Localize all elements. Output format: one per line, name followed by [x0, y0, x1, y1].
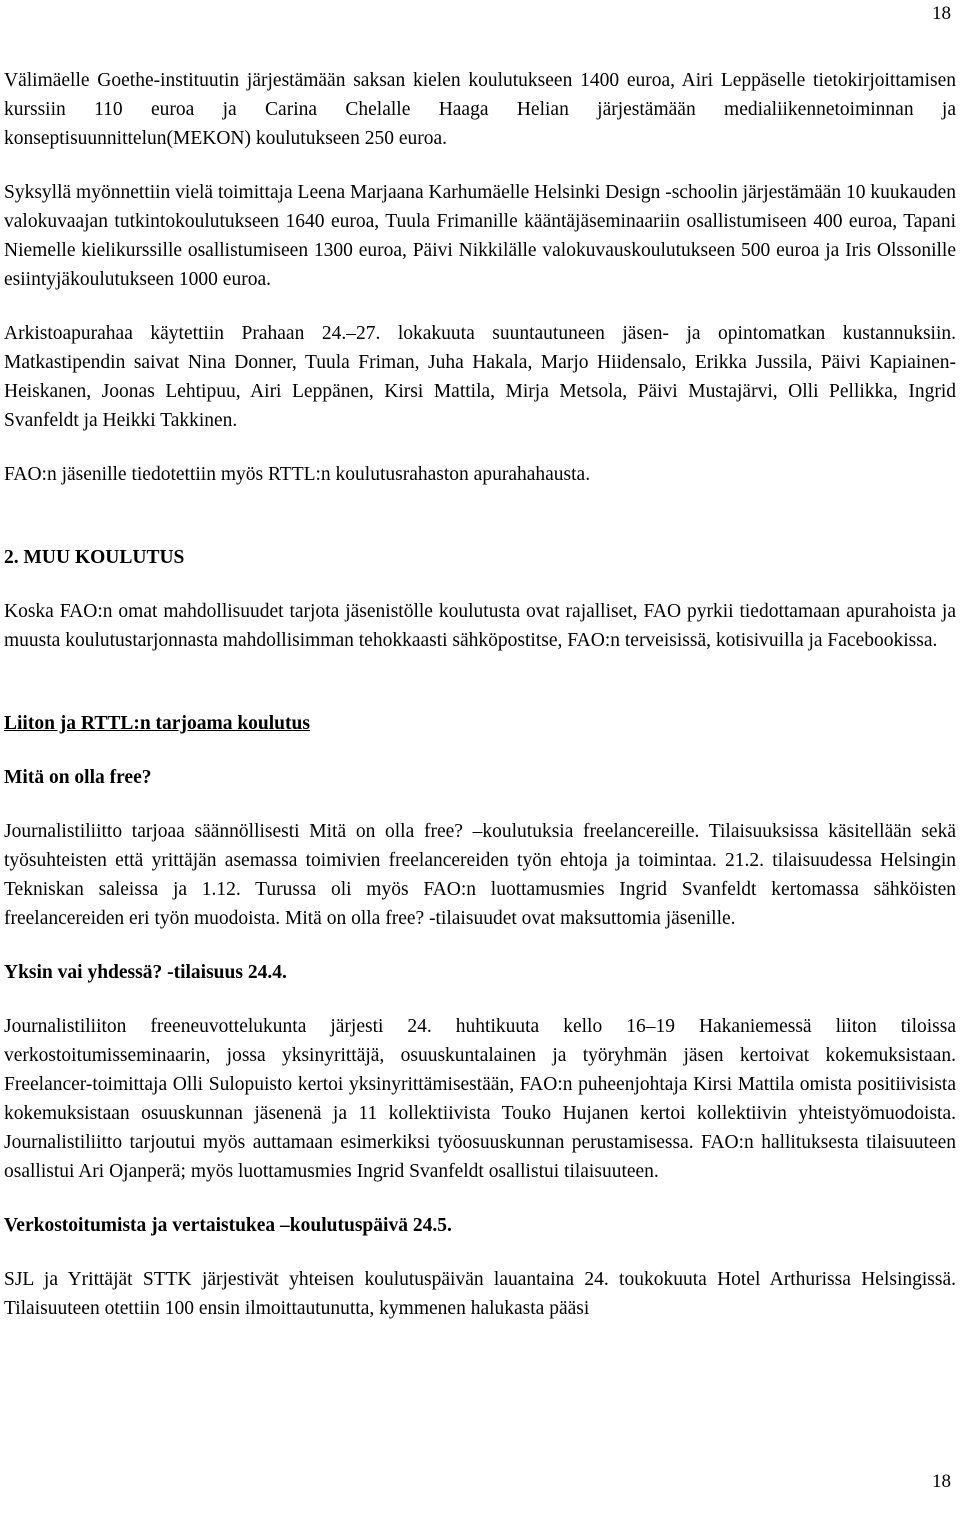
- page-number-bottom: 18: [932, 1471, 951, 1492]
- document-body: [4, 66, 956, 1323]
- paragraph-archive-grant: Arkistoapurahaa käytettiin Prahaan 24.–27. lokakuuta suuntautuneen jäsen- ja opintomatkan kustannuksiin. Matkastipendin saivat Nina Donner, Tuula Friman, Juha Hakala, Marjo Hiidensalo, Erikka Jussila, Päivi Kapiainen-Heiskanen, Joonas Lehtipuu, Airi Leppänen, Kirsi Mattila, Mirja Metsola, Päivi Mustajärvi, Olli Pellikka, Ingrid Svanfeldt ja Heikki Takkinen.: [4, 323, 956, 431]
- heading-yksin-vai-yhdessa: Yksin vai yhdessä? -tilaisuus 24.4.: [4, 962, 287, 983]
- paragraph-other-training: Koska FAO:n omat mahdollisuudet tarjota jäsenistölle koulutusta ovat rajalliset, FAO pyrkii tiedottamaan apurahoista ja muusta koulutustarjonnasta mahdollisimman tehokkaasti sähköpostitse, FAO:n terveisissä, kotisivuilla ja Facebookissa.: [4, 601, 956, 651]
- heading-verkostoitumista: Verkostoitumista ja vertaistukea –koulutuspäivä 24.5.: [4, 1215, 452, 1236]
- paragraph-autumn-grants: Syksyllä myönnettiin vielä toimittaja Leena Marjaana Karhumäelle Helsinki Design -schoolin järjestämään 10 kuukauden valokuvaajan tutkintokoulutukseen 1640 euroa, Tuula Frimanille kääntäjäseminaariin osallistumiseen 400 euroa, Tapani Niemelle kielikurssille osallistumiseen 1300 euroa, Päivi Nikkilälle valokuvauskoulutukseen 500 euroa ja Iris Olssonille esiintyjäkoulutukseen 1000 euroa.: [4, 182, 956, 290]
- paragraph-grants-continued: Välimäelle Goethe-instituutin järjestämään saksan kielen koulutukseen 1400 euroa, Airi Leppäselle tietokirjoittamisen kurssiin 110 euroa ja Carina Chelalle Haaga Helian järjestämään medialiikennetoiminnan ja konseptisuunnittelun(MEKON) koulutukseen 250 euroa.: [4, 70, 956, 149]
- heading-mita-on-olla-free: Mitä on olla free?: [4, 767, 152, 788]
- subsection-heading-liiton-koulutus: Liiton ja RTTL:n tarjoama koulutus: [4, 713, 310, 734]
- section-heading-muu-koulutus: 2. MUU KOULUTUS: [4, 547, 185, 568]
- paragraph-rttl-fund: FAO:n jäsenille tiedotettiin myös RTTL:n koulutusrahaston apurahahausta.: [4, 464, 591, 485]
- page-number-top: 18: [932, 3, 951, 24]
- paragraph-mita-on-olla-free: Journalistiliitto tarjoaa säännöllisesti Mitä on olla free? –koulutuksia freelancereille. Tilaisuuksissa käsitellään sekä työsuhteisten että yrittäjän asemassa toimivien freelancereiden työn ehtoja ja toimintaa. 21.2. tilaisuudessa Helsingin Tekniskan saleissa ja 1.12. Turussa oli myös FAO:n luottamusmies Ingrid Svanfeldt kertomassa sähköisten freelancereiden eri työn muodoista. Mitä on olla free? -tilaisuudet ovat maksuttomia jäsenille.: [4, 821, 956, 929]
- paragraph-yksin-vai-yhdessa: Journalistiliiton freeneuvottelukunta järjesti 24. huhtikuuta kello 16–19 Hakaniemessä liiton tiloissa verkostoitumisseminaarin, jossa yksinyrittäjä, osuuskuntalainen ja työryhmän jäsen kertoivat kokemuksistaan. Freelancer-toimittaja Olli Sulopuisto kertoi yksinyrittämisestään, FAO:n puheenjohtaja Kirsi Mattila omista positiivisista kokemuksistaan osuuskunnan jäsenenä ja 11 kollektiivista Touko Hujanen kertoi kollektiivin yhteistyömuodoista. Journalistiliitto tarjoutui myös auttamaan esimerkiksi työosuuskunnan perustamisessa. FAO:n hallituksesta tilaisuuteen osallistui Ari Ojanperä; myös luottamusmies Ingrid Svanfeldt osallistui tilaisuuteen.: [4, 1016, 956, 1182]
- paragraph-verkostoitumista: SJL ja Yrittäjät STTK järjestivät yhteisen koulutuspäivän lauantaina 24. toukokuuta Hotel Arthurissa Helsingissä. Tilaisuuteen otettiin 100 ensin ilmoittautunutta, kymmenen halukasta pääsi: [4, 1269, 956, 1319]
